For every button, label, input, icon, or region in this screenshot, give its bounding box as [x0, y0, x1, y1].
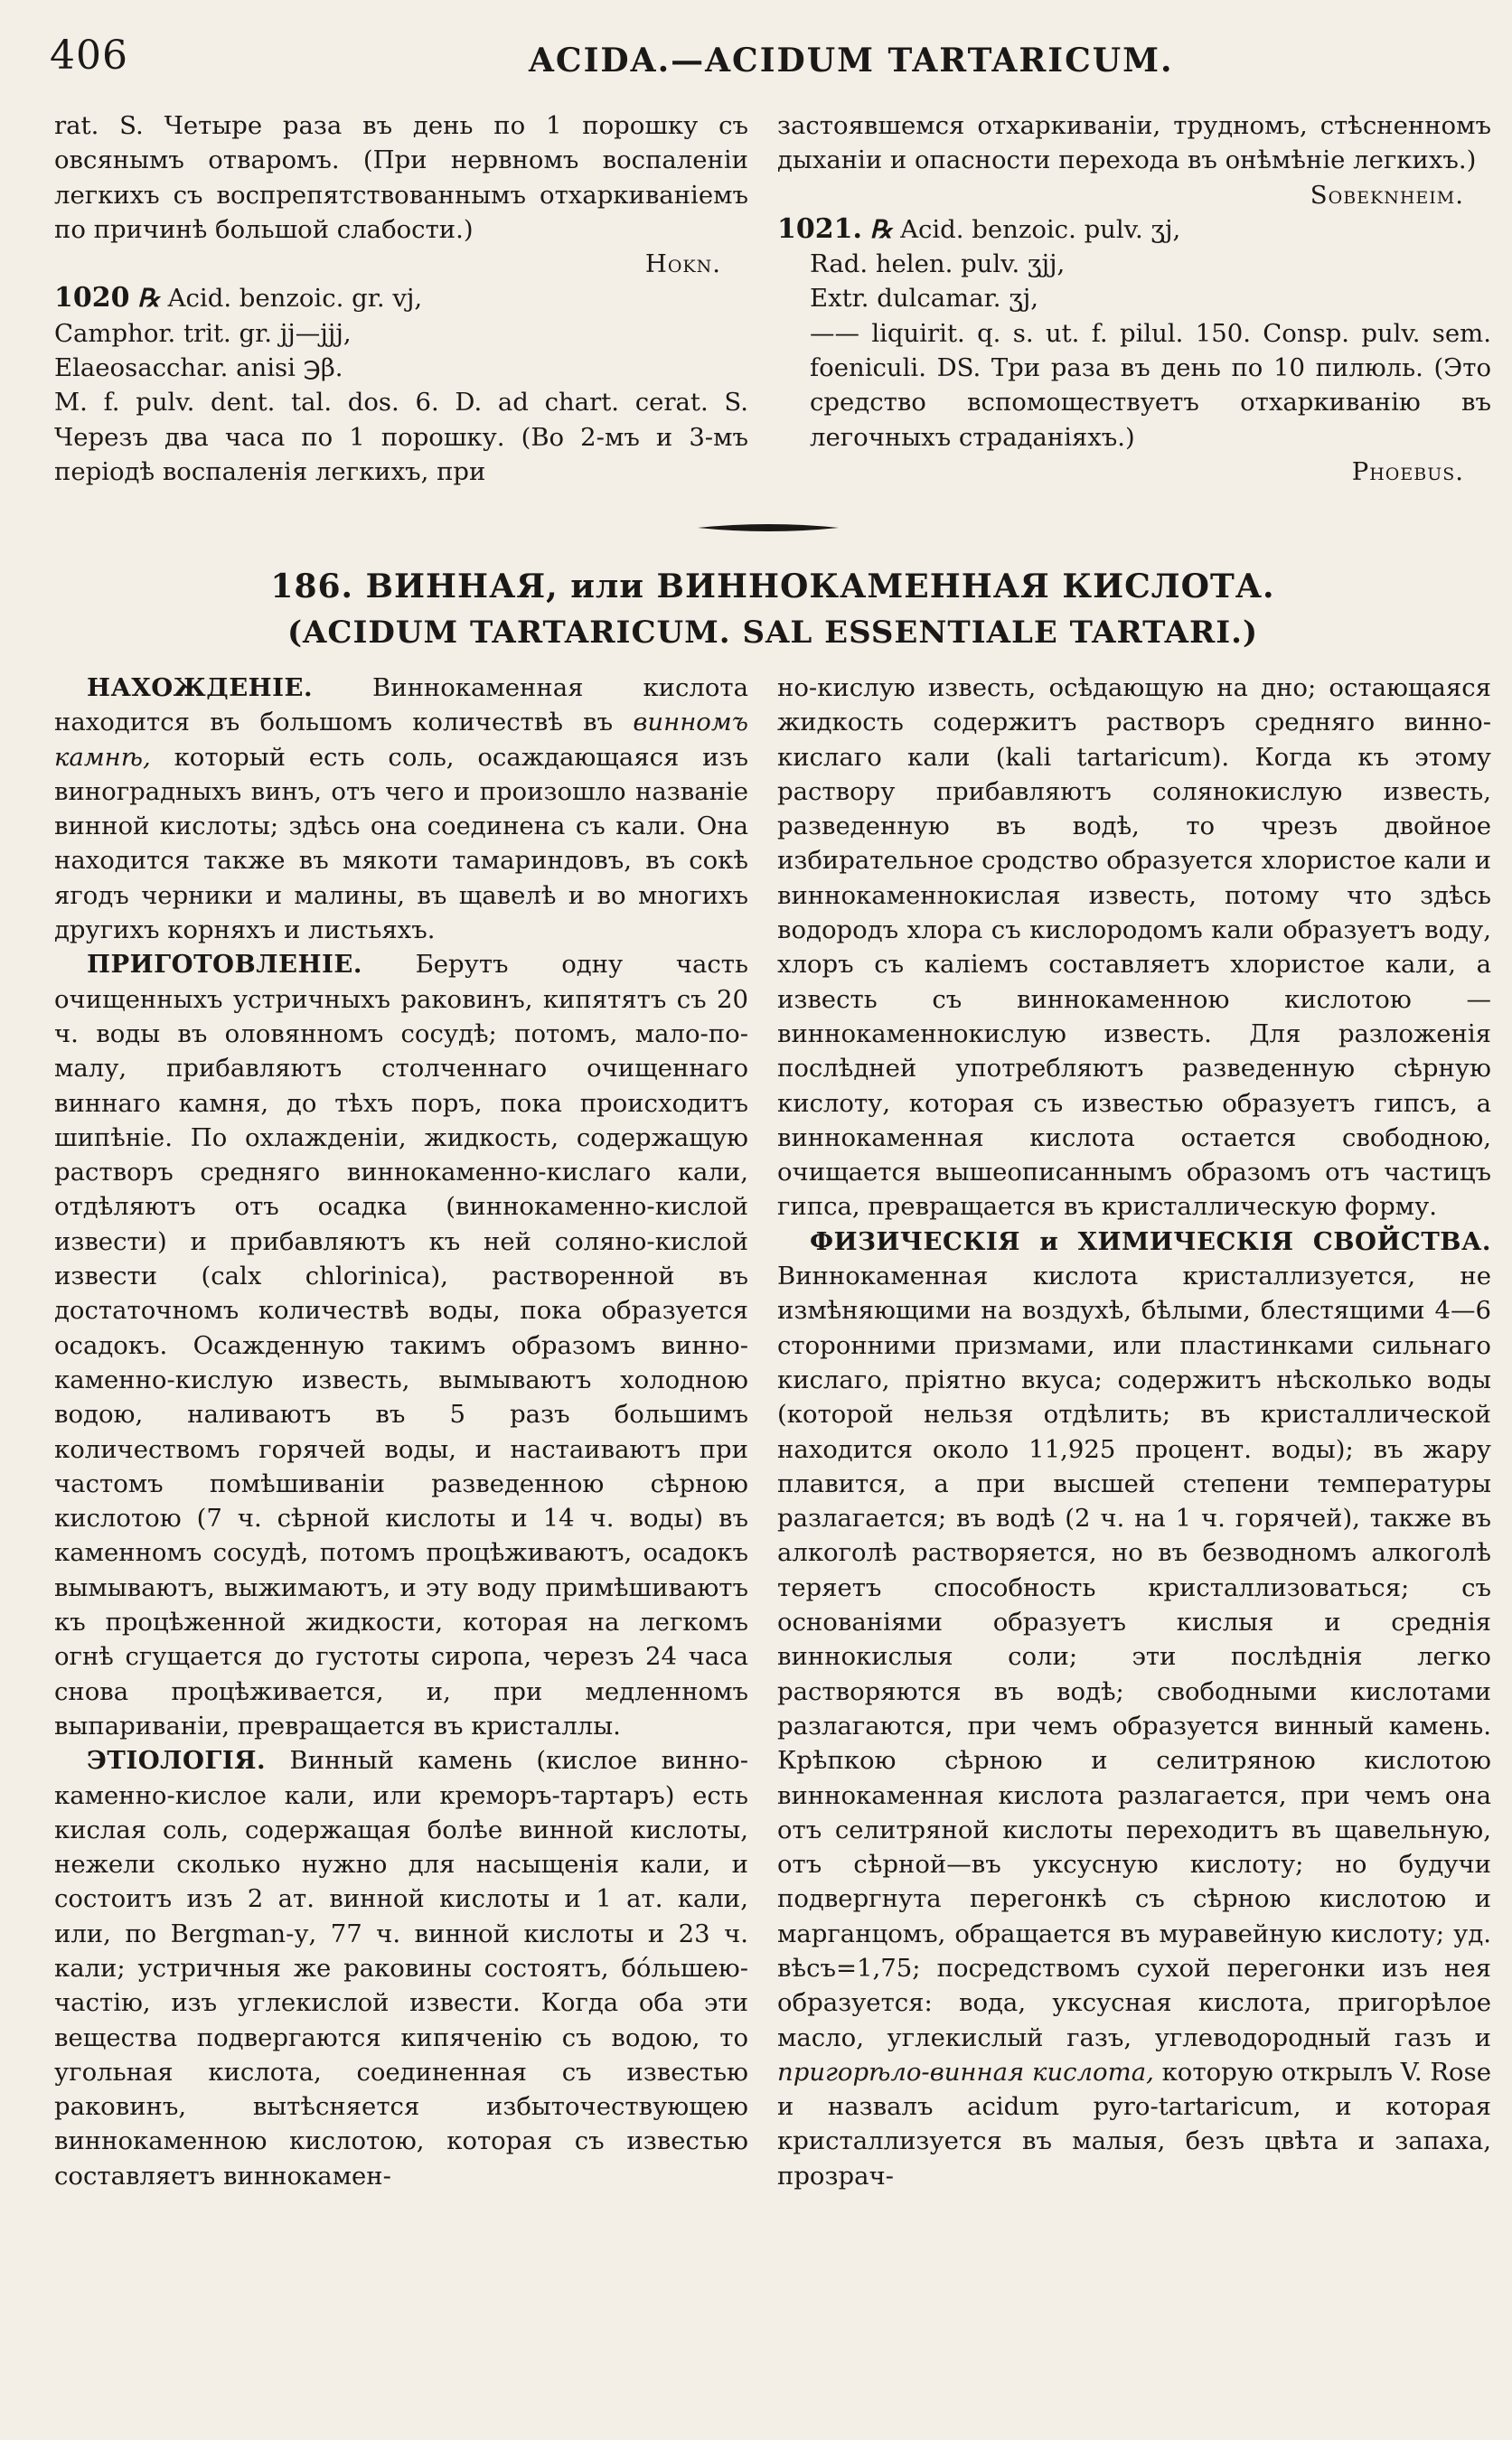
top-right-column: [777, 108, 1491, 489]
paragraph-preparation: ПРИГОТОВЛЕНІЕ. Берутъ одну часть очищенныхъ устричныхъ раковинъ, кипятятъ съ 20 ч. воды въ оловянномъ сосудѣ; потомъ, мало-по-малу, прибавляютъ столченнаго очищеннаго виннаго камня, до тѣхъ поръ, пока происходитъ шипѣніе. По охлажденіи, жидкость, содержащую растворъ средняго виннокаменно-кислаго кали, отдѣляютъ отъ осадка (виннокаменно-кислой извести) и прибавляютъ къ ней соляно-кислой извести (calx chlorinica), растворенной въ достаточномъ количествѣ воды, пока образуется осадокъ. Осажденную такимъ образомъ винно-каменно-кислую известь, вымываютъ холодною водою, наливаютъ въ 5 разъ большимъ количествомъ горячей воды, и настаиваютъ при частомъ помѣшиваніи разведенною сѣрною кислотою (7 ч. сѣрной кислоты и 14 ч. воды) въ каменномъ сосудѣ, потомъ процѣживаютъ, осадокъ вымываютъ, выжимаютъ, и эту воду примѣшиваютъ къ процѣженной жидкости, которая на легкомъ огнѣ сгущается до густоты сиропа, черезъ 24 часа снова процѣживается, и, при медленномъ выпариваніи, превращается въ кристаллы.: [54, 950, 748, 1741]
recipe-number: 1020: [54, 282, 130, 314]
section-divider: [696, 522, 841, 533]
recipe-instructions: M. f. pulv. dent. tal. dos. 6. D. ad chart. cerat. S. Черезъ два часа по 1 порошку. (Во 2-мъ и 3-мъ періодѣ воспаленія легкихъ, при: [54, 388, 748, 486]
recipe-number: 1021.: [777, 212, 862, 245]
emphasis: винномъ камнѣ,: [54, 708, 748, 772]
paragraph-properties: ФИЗИЧЕСКІЯ и ХИМИЧЕСКІЯ СВОЙСТВА. Виннокаменная кислота кристаллизуется, не измѣняющими на воздухѣ, бѣлыми, блестящими 4—6 сторонними призмами, или пластинками сильнаго кислаго, пріятно вкуса; содержитъ нѣсколько воды (которой нельзя отдѣлить; въ кристаллической находится около 11,925 процент. воды); въ жару плавится, а при высшей степени температуры разлагается; въ водѣ (2 ч. на 1 ч. горячей), также въ алкоголѣ растворяется, но въ безводномъ алкоголѣ теряетъ способность кристаллизоваться; съ основаніями образуетъ кислыя и среднія виннокислыя соли; эти послѣднія легко растворяются въ водѣ; свободными кислотами разлагаются, при чемъ образуется винный камень. Крѣпкою сѣрною и селитряною кислотою виннокаменная кислота разлагается, при чемъ она отъ селитряной кислоты переходитъ въ щавельную, отъ сѣрной—въ уксусную кислоту; но будучи подвергнута перегонкѣ съ сѣрною кислотою и марганцомъ, обращается въ муравейную кислоту; уд. вѣсъ=1,75; посредствомъ сухой перегонки изъ нея образуется: вода, уксусная кислота, пригорѣлое масло, углекислый газъ, углеводородный газъ и пригорѣло-винная кислота, которую открылъ V. Rose и назвалъ acidum pyro-tartaricum, и которая кристаллизуется въ малыя, безъ цвѣта и запаха, прозрач-: [777, 1226, 1491, 2191]
recipe-ingredient: Camphor. trit. gr. jj—jjj,: [54, 318, 352, 348]
recipe-1020-line-1: [54, 281, 748, 315]
heading-preparation: ПРИГОТОВЛЕНІЕ.: [87, 950, 362, 980]
body-left-column: [54, 671, 748, 2193]
recipe-ingredient: Acid. benzoic. gr. vj,: [167, 284, 423, 314]
recipe-continuation: застоявшемся отхаркиваніи, трудномъ, стѣсненномъ дыханіи и опасности перехода въ онѣмѣніе легкихъ.): [777, 111, 1491, 175]
heading-occurrence: НАХОЖДЕНІЕ.: [87, 673, 314, 702]
recipe-ingredient: Acid. benzoic. pulv. ʒj,: [900, 214, 1181, 244]
recipe-1021-line-1: [777, 212, 1491, 247]
paragraph-occurrence: НАХОЖДЕНІЕ. Виннокаменная кислота находится въ большомъ количествѣ въ винномъ камнѣ, который есть соль, осаждающаяся изъ виноградныхъ винъ, отъ чего и произошло названіе винной кислоты; здѣсь она соединена съ кали. Она находится также въ мякоти тамариндовъ, въ сокѣ ягодъ черники и малины, въ щавелѣ и во многихъ другихъ корняхъ и листьяхъ.: [54, 673, 748, 945]
top-left-column: [54, 108, 748, 489]
recipe-continuation: rat. S. Четыре раза въ день по 1 порошку съ овсянымъ отваромъ. (При нервномъ воспаленіи легкихъ съ воспрепятствованнымъ отхаркиваніемъ по причинѣ большой слабости.): [54, 111, 748, 244]
recipe-ingredient: Rad. helen. pulv. ʒjj,: [810, 249, 1066, 279]
paragraph-continuation: но-кислую известь, осѣдающую на дно; остающаяся жидкость содержитъ растворъ средняго винно-кислаго кали (kali tartaricum). Когда къ этому раствору прибавляютъ солянокислую известь, разведенную въ водѣ, то чрезъ двойное избирательное сродство образуется хлористое кали и виннокаменнокислая известь, потому что здѣсь водородъ хлора съ кислородомъ кали образуетъ воду, хлоръ съ каліемъ составляетъ хлористое кали, а известь съ виннокаменною кислотою — виннокаменнокислую известь. Для разложенія послѣдней употребляютъ разведенную сѣрную кислоту, которая съ известью образуетъ гипсъ, а виннокаменная кислота остается свободною, очищается вышеописаннымъ образомъ отъ частицъ гипса, превращается въ кристаллическую форму.: [777, 673, 1491, 1222]
paragraph-etiology: ЭТІОЛОГІЯ. Винный камень (кислое винно-каменно-кислое кали, или креморъ-тартаръ) есть кислая соль, содержащая болѣе винной кислоты, нежели сколько нужно для насыщенія кали, и состоитъ изъ 2 ат. винной кислоты и 1 ат. кали, или, по Bergman-у, 77 ч. винной кислоты и 23 ч. кали; устричныя же раковины состоятъ, бо́льшею-частію, изъ углекислой извести. Когда оба эти вещества подвергаются кипяченію съ водою, то угольная кислота, соединенная съ известью раковинъ, вытѣсняется избыточествующею виннокаменною кислотою, которая съ известью составляетъ виннокамен-: [54, 1746, 748, 2191]
section-title: 186. ВИННАЯ, или ВИННОКАМЕННАЯ КИСЛОТА.: [270, 568, 1275, 605]
recipe-ingredient: Extr. dulcamar. ʒj,: [810, 284, 1039, 314]
running-head: [50, 33, 1478, 87]
section-subtitle: (ACIDUM TARTARICUM. SAL ESSENTIALE TARTARI.): [286, 615, 1259, 651]
running-title: ACIDA.—ACIDUM TARTARICUM.: [529, 42, 1174, 80]
recipe-instructions: —— liquirit. q. s. ut. f. pilul. 150. Consp. pulv. sem. foeniculi. DS. Три раза въ день по 10 пилюль. (Это средство вспомоществуетъ отхаркиванію въ легочныхъ страданіяхъ.): [810, 318, 1491, 452]
recipe-ingredient: Elaeosacchar. anisi ℈β.: [54, 353, 343, 383]
recipe-author: Sobeknheim.: [1310, 180, 1464, 210]
page-number: 406: [50, 33, 128, 79]
recipe-symbol: ℞: [869, 214, 893, 244]
recipe-author: Phoebus.: [1351, 456, 1464, 486]
recipe-author: Hokn.: [644, 249, 721, 279]
heading-etiology: ЭТІОЛОГІЯ.: [87, 1746, 267, 1776]
emphasis: пригорѣло-винная кислота,: [777, 2057, 1154, 2087]
recipe-symbol: ℞: [137, 284, 160, 314]
body-right-column: [777, 671, 1491, 2193]
heading-properties: ФИЗИЧЕСКІЯ и ХИМИЧЕСКІЯ СВОЙСТВА.: [810, 1226, 1491, 1256]
